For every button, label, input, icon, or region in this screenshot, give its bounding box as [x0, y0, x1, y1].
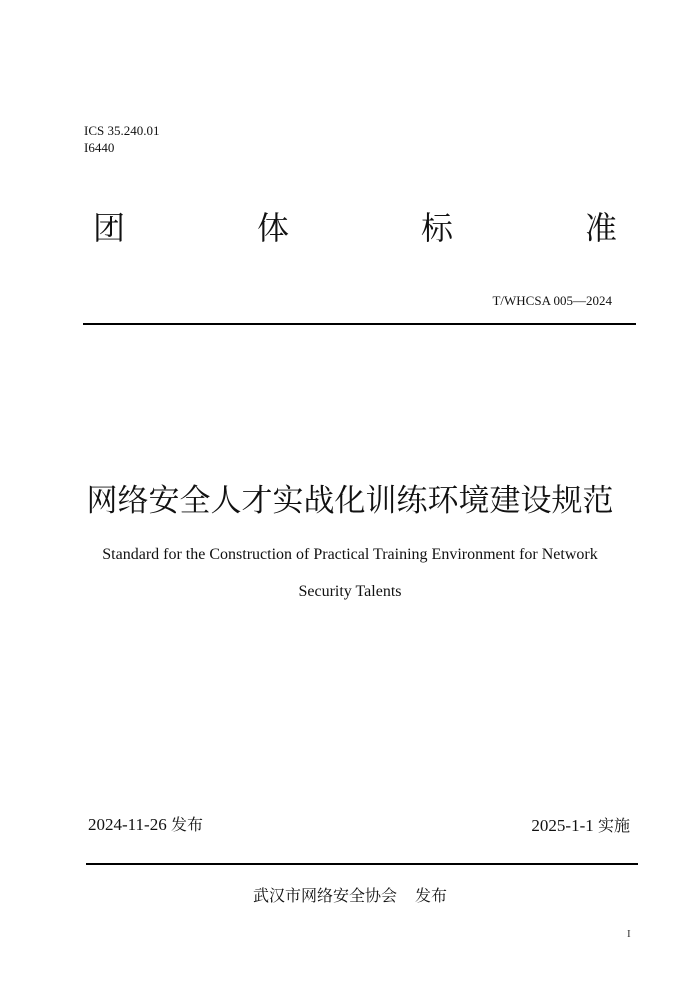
publish-date: [88, 812, 203, 835]
publisher-label: 发布: [415, 886, 448, 905]
ics-code: ICS 35.240.01: [84, 123, 160, 138]
group-standard-char-3: 标: [421, 209, 454, 247]
publish-date-label: 发布: [170, 815, 203, 834]
publisher-line: [0, 883, 700, 906]
implement-date-value: 2025-1-1: [531, 816, 594, 835]
standard-code: T/WHCSA 005—2024: [492, 293, 612, 308]
ccs-code: I6440: [84, 140, 115, 155]
group-standard-char-1: 团: [93, 209, 126, 247]
title-english-line2: Security Talents: [298, 583, 402, 600]
top-divider: [83, 323, 636, 325]
bottom-divider: [86, 863, 638, 865]
group-standard-char-4: 准: [585, 209, 618, 247]
publisher-org: 武汉市网络安全协会: [252, 886, 397, 905]
title-chinese: 网络安全人才实战化训练环境建设规范: [86, 483, 614, 519]
implement-date-label: 实施: [597, 816, 630, 835]
group-standard-char-2: 体: [257, 209, 290, 247]
page-number: I: [627, 928, 631, 940]
implement-date: [531, 813, 630, 836]
ics-classification: [84, 122, 159, 156]
publish-date-value: 2024-11-26: [88, 815, 167, 834]
title-english-line1: Standard for the Construction of Practical Training Environment for Network: [102, 546, 598, 563]
